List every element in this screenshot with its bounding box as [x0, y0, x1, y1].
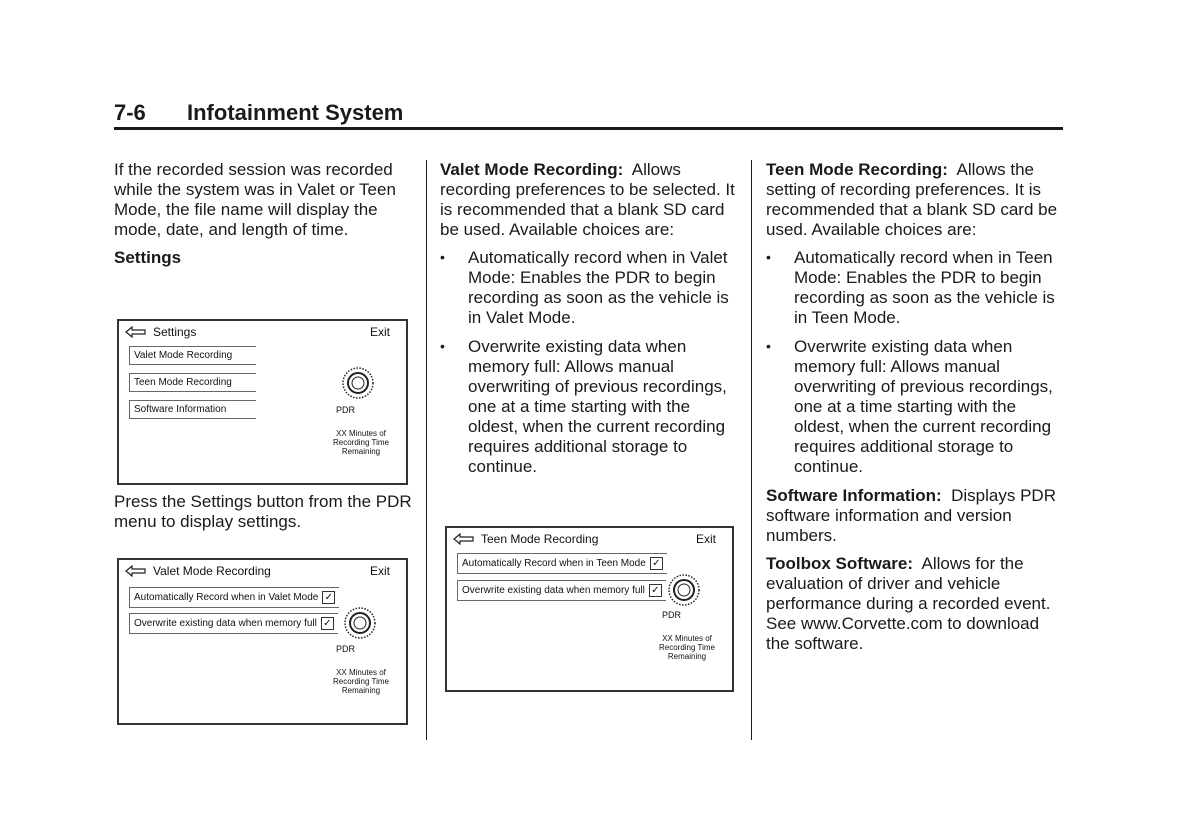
checkbox-checked[interactable]: ✓ [650, 557, 663, 570]
bullet-icon: • [766, 249, 771, 265]
bullet-icon: • [766, 338, 771, 354]
exit-button[interactable]: Exit [695, 532, 716, 546]
settings-screen [117, 319, 408, 485]
exit-button[interactable]: Exit [369, 325, 390, 339]
option-auto-record-valet[interactable] [129, 587, 339, 608]
pdr-label: PDR [336, 405, 356, 415]
option-valet-mode-recording[interactable]: Valet Mode Recording [129, 346, 256, 365]
remaining-line: XX Minutes of [662, 634, 712, 643]
list-item [440, 337, 740, 477]
press-settings-paragraph: Press the Settings button from the PDR menu to display settings. [114, 492, 412, 531]
record-knob-icon[interactable] [343, 606, 377, 640]
list-item [766, 337, 1066, 477]
record-knob-icon[interactable] [667, 573, 701, 607]
list-item [766, 248, 1066, 328]
remaining-line: XX Minutes of [336, 668, 386, 677]
checkbox-checked[interactable]: ✓ [322, 591, 335, 604]
pdr-label: PDR [336, 644, 356, 654]
option-teen-mode-recording[interactable]: Teen Mode Recording [129, 373, 256, 392]
screen-title: Valet Mode Recording [153, 564, 271, 578]
record-knob-icon[interactable] [341, 366, 375, 400]
remaining-line: Remaining [341, 447, 381, 456]
list-item-text: Overwrite existing data when memory full: Allows manual overwriting of previous recordings, one at a time starting with the oldest, when the current recording requires additional storage to continue. [794, 337, 1053, 476]
bullet-icon: • [440, 338, 445, 354]
remaining-line: Recording Time [332, 677, 390, 686]
screen-title: Teen Mode Recording [481, 532, 599, 546]
list-item-text: Overwrite existing data when memory full: Allows manual overwriting of previous recordings, one at a time starting with the oldest, when the current recording requires additional storage to continue. [468, 337, 727, 476]
screen-title-bar [125, 325, 196, 339]
software-information-label: Software Information: [766, 486, 942, 505]
valet-mode-screen [117, 558, 408, 725]
recording-time-remaining [651, 634, 723, 661]
option-label: Overwrite existing data when memory full [462, 585, 645, 597]
column-divider-1 [426, 160, 427, 740]
remaining-line: Recording Time [332, 438, 390, 447]
column-1-lower [114, 492, 414, 540]
checkbox-checked[interactable]: ✓ [649, 584, 662, 597]
teen-mode-text: Allows the setting of recording preferences. It is recommended that a blank SD card be used. Available choices are: [766, 160, 1058, 239]
option-auto-record-teen[interactable] [457, 553, 667, 574]
screen-title-bar [453, 532, 598, 546]
recording-time-remaining [325, 429, 397, 456]
settings-heading: Settings [114, 248, 182, 267]
valet-mode-paragraph [440, 160, 740, 240]
header-rule [114, 127, 1063, 130]
teen-mode-screen [445, 526, 734, 692]
remaining-line: XX Minutes of [336, 429, 386, 438]
remaining-line: Remaining [341, 686, 381, 695]
remaining-line: Recording Time [658, 643, 716, 652]
checkbox-checked[interactable]: ✓ [321, 617, 334, 630]
column-divider-2 [751, 160, 752, 740]
column-1 [114, 160, 414, 278]
section-number: 7-6 [114, 100, 146, 125]
software-information-text: Displays PDR software information and version numbers. [766, 486, 1056, 545]
back-arrow-icon[interactable] [125, 565, 147, 577]
option-software-information[interactable]: Software Information [129, 400, 256, 419]
column-2 [440, 160, 740, 486]
exit-button[interactable]: Exit [369, 564, 390, 578]
valet-choices-list [440, 248, 740, 477]
page-header [114, 100, 1062, 130]
back-arrow-icon[interactable] [453, 533, 475, 545]
recording-time-remaining [325, 668, 397, 695]
list-item [440, 248, 740, 328]
screen-title: Settings [153, 325, 197, 339]
list-item-text: Automatically record when in Valet Mode: Enables the PDR to begin recording as soon as the vehicle is in Valet Mode. [468, 248, 729, 327]
option-label: Automatically Record when in Valet Mode [134, 592, 319, 604]
remaining-line: Remaining [667, 652, 707, 661]
option-label: Automatically Record when in Teen Mode [462, 558, 646, 570]
software-information-paragraph [766, 486, 1066, 546]
toolbox-software-text: Allows for the evaluation of driver and vehicle performance during a recorded event. See www.Corvette.com to download the software. [766, 554, 1051, 653]
teen-choices-list [766, 248, 1066, 477]
option-label: Overwrite existing data when memory full [134, 618, 317, 630]
list-item-text: Automatically record when in Teen Mode: Enables the PDR to begin recording as soon as the vehicle is in Teen Mode. [794, 248, 1055, 327]
teen-mode-paragraph [766, 160, 1066, 240]
option-overwrite-valet[interactable] [129, 613, 338, 634]
toolbox-software-paragraph [766, 554, 1066, 654]
valet-mode-label: Valet Mode Recording: [440, 160, 624, 179]
column-3 [766, 160, 1066, 662]
option-overwrite-teen[interactable] [457, 580, 666, 601]
intro-paragraph: If the recorded session was recorded while the system was in Valet or Teen Mode, the file name will display the mode, date, and length of time. [114, 160, 396, 239]
back-arrow-icon[interactable] [125, 326, 147, 338]
pdr-label: PDR [662, 610, 682, 620]
teen-mode-label: Teen Mode Recording: [766, 160, 948, 179]
valet-mode-text: Allows recording preferences to be selected. It is recommended that a blank SD card be used. Available choices are: [440, 160, 735, 239]
screen-title-bar [125, 564, 271, 578]
toolbox-software-label: Toolbox Software: [766, 554, 914, 573]
page-title: Infotainment System [187, 100, 404, 125]
bullet-icon: • [440, 249, 445, 265]
